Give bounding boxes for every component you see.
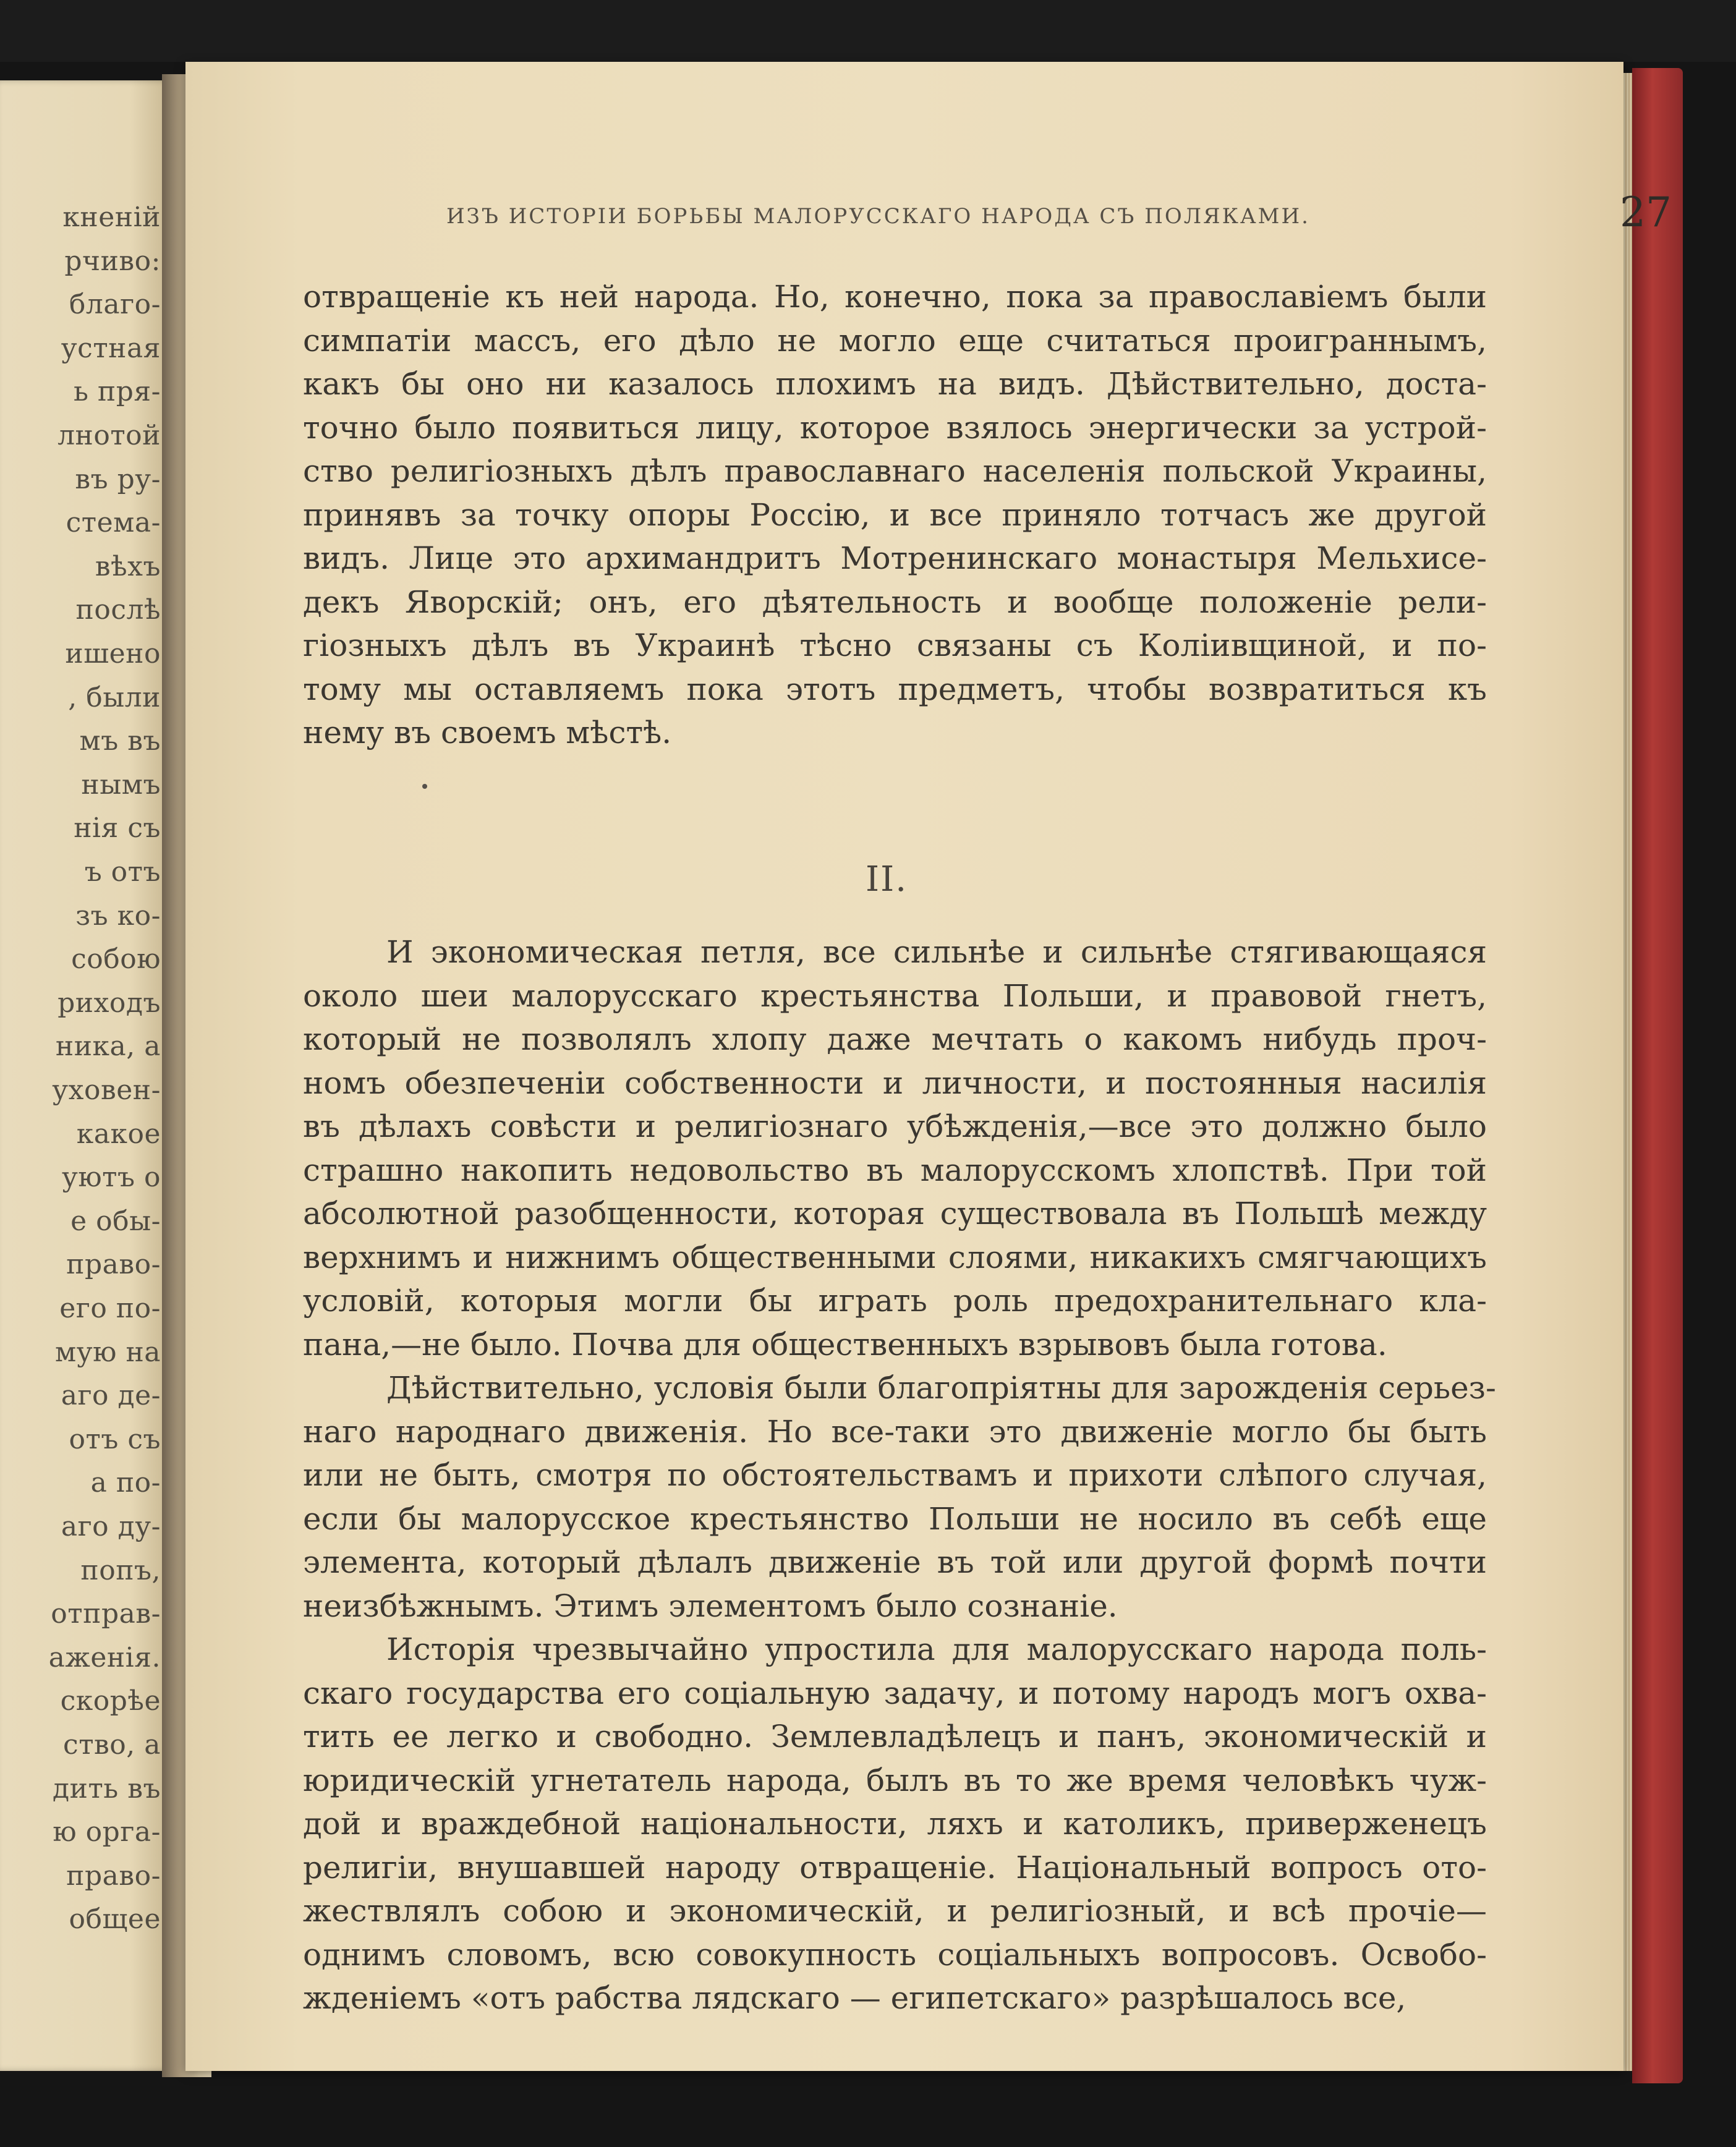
running-head: ИЗЪ ИСТОРІИ БОРЬБЫ МАЛОРУССКАГО НАРОДА СЪ ПОЛЯКАМИ. xyxy=(446,204,1310,229)
text-line: тить ее легко и свободно. Землевладѣлецъ и панъ, экономическій и xyxy=(303,1719,1487,1754)
text-line: условій, которыя могли бы играть роль предохранительнаго кла- xyxy=(303,1283,1487,1319)
left-page-line: ство, а xyxy=(63,1729,161,1761)
text-line: ство религіозныхъ дѣлъ православнаго населенія польской Украины, xyxy=(303,453,1487,489)
paragraph-3 xyxy=(303,1366,1496,1628)
left-page-line: его по- xyxy=(59,1293,161,1324)
left-page-line: устная xyxy=(61,332,161,364)
page-number: 27 xyxy=(1620,189,1672,236)
left-page-line: ь пря- xyxy=(73,376,161,408)
left-page-line: нія съ xyxy=(74,812,161,844)
left-page-line: аго де- xyxy=(61,1380,161,1412)
text-line: наго народнаго движенія. Но все-таки это движеніе могло бы быть xyxy=(303,1413,1487,1450)
left-page-line: уховен- xyxy=(52,1074,161,1106)
text-line: около шеи малорусскаго крестьянства Польши, и правовой гнетъ, xyxy=(303,977,1487,1014)
stray-mark xyxy=(422,784,427,789)
text-line: который не позволялъ хлопу даже мечтать о какомъ нибудь проч- xyxy=(303,1021,1487,1057)
left-page-line: риходъ xyxy=(57,987,161,1019)
left-page-line: лнотой xyxy=(57,420,161,451)
left-page-line: е обы- xyxy=(70,1205,161,1237)
text-line: нему въ своемъ мѣстѣ. xyxy=(303,715,672,750)
left-page-line: кненій xyxy=(62,202,161,233)
text-line: Дѣйствительно, условія были благопріятны для зарожденія серьез- xyxy=(386,1370,1496,1406)
text-line: однимъ словомъ, всю совокупность соціальныхъ вопросовъ. Освобо- xyxy=(303,1936,1487,1973)
paragraph-4 xyxy=(303,1628,1487,2020)
left-page-line: вѣхъ xyxy=(95,550,161,582)
left-page-line: ника, а xyxy=(55,1031,161,1063)
left-page-line: какое xyxy=(76,1118,161,1150)
text-line: страшно накопить недовольство въ малорусскомъ хлопствѣ. При той xyxy=(303,1152,1487,1188)
left-page-line: благо- xyxy=(69,289,161,321)
text-line: жденіемъ «отъ рабства лядскаго — египетскаго» разрѣшалось все, xyxy=(303,1980,1406,2016)
text-line: гіозныхъ дѣлъ въ Украинѣ тѣсно связаны съ Колiивщиной, и по- xyxy=(303,627,1487,663)
text-line: И экономическая петля, все сильнѣе и сильнѣе стягивающаяся xyxy=(386,934,1487,970)
left-page-line: стема- xyxy=(66,507,161,539)
text-line: абсолютной разобщенности, которая существовала въ Польшѣ между xyxy=(303,1196,1487,1231)
text-line: дой и враждебной національности, ляхъ и католикъ, приверженецъ xyxy=(303,1806,1487,1842)
text-line: или не быть, смотря по обстоятельствамъ и прихоти слѣпого случая, xyxy=(303,1457,1487,1493)
left-page-line: попъ, xyxy=(80,1554,161,1586)
text-line: въ дѣлахъ совѣсти и религіознаго убѣжденія,—все это должно было xyxy=(303,1108,1487,1144)
text-line: юридическій угнетатель народа, былъ въ то же время человѣкъ чуж- xyxy=(303,1762,1487,1798)
text-line: религіи, внушавшей народу отвращеніе. Національный вопросъ ото- xyxy=(303,1849,1487,1886)
left-page-line: право- xyxy=(66,1860,161,1892)
text-line: неизбѣжнымъ. Этимъ элементомъ было сознаніе. xyxy=(303,1588,1118,1624)
text-line: Исторія чрезвычайно упростила для малорусскаго народа поль- xyxy=(386,1631,1487,1667)
left-page-line: ю орга- xyxy=(53,1816,161,1848)
left-page-line: въ ру- xyxy=(75,463,161,495)
text-line: точно было появиться лицу, которое взялось энергически за устрой- xyxy=(303,409,1487,446)
left-page-line: зъ ко- xyxy=(75,899,161,932)
text-line: видъ. Лице это архимандритъ Мотренинскаго монастыря Мельхисе- xyxy=(303,540,1487,576)
left-page-line: аженія. xyxy=(48,1641,161,1673)
left-page-line: , были xyxy=(68,681,161,713)
left-page-line: ъ отъ xyxy=(84,856,161,888)
left-page-line: мъ въ xyxy=(79,725,161,757)
text-line: пана,—не было. Почва для общественныхъ взрывовъ была готова. xyxy=(303,1326,1387,1363)
text-line: если бы малорусское крестьянство Польши не носило въ себѣ еще xyxy=(303,1500,1487,1537)
left-page-line: ишено xyxy=(65,638,161,670)
text-line: номъ обезпеченіи собственности и личности, и постоянныя насилія xyxy=(303,1065,1487,1101)
left-page-line: скорѣе xyxy=(60,1685,161,1717)
left-page-line: отъ съ xyxy=(69,1423,161,1455)
left-page-line: а по- xyxy=(90,1467,161,1499)
left-page-line: отправ- xyxy=(51,1598,161,1630)
text-line: декъ Яворскій; онъ, его дѣятельность и вообще положеніе рели- xyxy=(303,584,1487,620)
text-line: симпатіи массъ, его дѣло не могло еще считаться проиграннымъ, xyxy=(303,322,1487,359)
left-page-line: уютъ о xyxy=(61,1162,161,1194)
book-page xyxy=(185,62,1672,2071)
left-page-line: мую на xyxy=(55,1336,161,1368)
left-page-line: дить въ xyxy=(53,1772,161,1805)
text-line: элемента, который дѣлалъ движеніе въ той или другой формѣ почти xyxy=(303,1544,1487,1580)
text-line: принявъ за точку опоры Россію, и все приняло тотчасъ же другой xyxy=(303,496,1487,533)
background-top xyxy=(0,0,1736,62)
left-page-line: общее xyxy=(69,1903,161,1936)
left-page-line: право- xyxy=(66,1249,161,1281)
book-cover-edge xyxy=(1632,68,1683,2083)
text-line: верхнимъ и нижнимъ общественными слоями, никакихъ смягчающихъ xyxy=(303,1239,1487,1275)
text-line: отвращеніе къ ней народа. Но, конечно, пока за православіемъ были xyxy=(303,279,1487,315)
left-page-line: нымъ xyxy=(81,768,161,801)
text-line: какъ бы оно ни казалось плохимъ на видъ. Дѣйствительно, доста- xyxy=(303,366,1487,402)
paragraph-1 xyxy=(303,275,1487,755)
left-page-line: аго ду- xyxy=(61,1511,161,1542)
paragraph-2 xyxy=(303,930,1487,1366)
text-line: жествлялъ собою и экономическій, и религіозный, и всѣ прочіе— xyxy=(303,1893,1487,1929)
left-page-line: собою xyxy=(71,943,161,976)
left-page-line: послѣ xyxy=(75,594,161,626)
text-line: тому мы оставляемъ пока этотъ предметъ, чтобы возвратиться къ xyxy=(303,671,1487,707)
previous-page xyxy=(0,80,185,2071)
text-line: скаго государства его соціальную задачу, и потому народъ могъ охва- xyxy=(303,1675,1487,1711)
section-number: II. xyxy=(866,859,908,899)
left-page-line: рчиво: xyxy=(64,245,161,277)
